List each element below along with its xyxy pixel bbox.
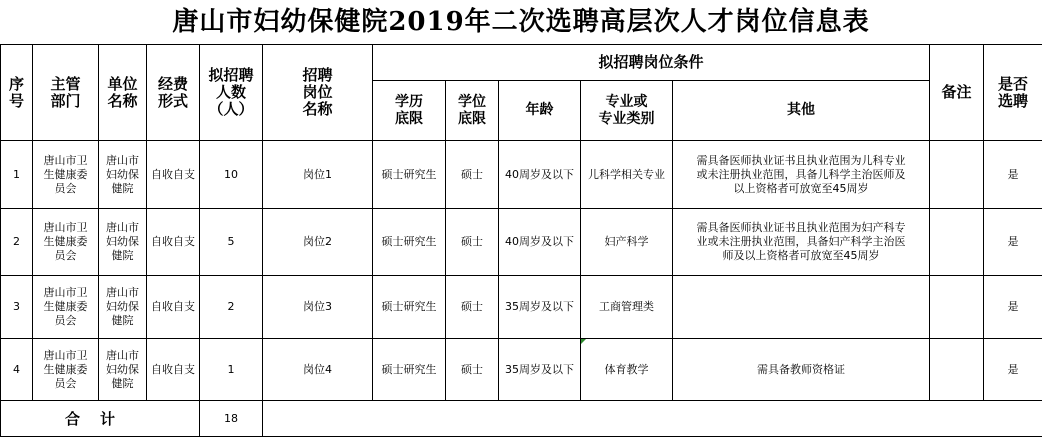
header-education[interactable]: 学历 底限 [373,81,446,141]
position-info-table [0,44,1042,437]
cell-remark[interactable] [930,209,984,276]
cell-funding[interactable]: 自收自支 [147,276,200,339]
cell-degree[interactable]: 硕士 [446,141,499,209]
cell-other[interactable]: 需具备医师执业证书且执业范围为妇产科专 业或未注册执业范围，具备妇产科学主治医 师及以上资格者可放宽至45周岁 [673,209,930,276]
cell-age[interactable]: 40周岁及以下 [499,141,581,209]
header-conditions[interactable]: 拟招聘岗位条件 [373,45,930,81]
cell-seq[interactable]: 4 [1,339,33,401]
table-row [1,276,1042,339]
table-row [1,339,1042,401]
cell-education[interactable]: 硕士研究生 [373,339,446,401]
cell-remark[interactable] [930,339,984,401]
header-other[interactable]: 其他 [673,81,930,141]
cell-unit[interactable]: 唐山市 妇幼保 健院 [99,209,147,276]
cell-degree[interactable]: 硕士 [446,276,499,339]
cell-education[interactable]: 硕士研究生 [373,209,446,276]
header-degree[interactable]: 学位 底限 [446,81,499,141]
cell-dept[interactable]: 唐山市卫 生健康委 员会 [33,276,99,339]
header-count[interactable]: 拟招聘 人数 （人） [200,45,263,141]
cell-remark[interactable] [930,276,984,339]
cell-age[interactable]: 35周岁及以下 [499,276,581,339]
cell-count[interactable]: 2 [200,276,263,339]
header-age[interactable]: 年龄 [499,81,581,141]
cell-select[interactable]: 是 [984,209,1042,276]
total-empty-cell[interactable] [263,401,1042,437]
header-dept[interactable]: 主管 部门 [33,45,99,141]
cell-dept[interactable]: 唐山市卫 生健康委 员会 [33,339,99,401]
cell-unit[interactable]: 唐山市 妇幼保 健院 [99,339,147,401]
cell-major[interactable]: 工商管理类 [581,276,673,339]
cell-other[interactable]: 需具备教师资格证 [673,339,930,401]
cell-age[interactable]: 35周岁及以下 [499,339,581,401]
cell-unit[interactable]: 唐山市 妇幼保 健院 [99,276,147,339]
cell-major[interactable]: 妇产科学 [581,209,673,276]
cell-degree[interactable]: 硕士 [446,209,499,276]
cell-seq[interactable]: 3 [1,276,33,339]
cell-degree[interactable]: 硕士 [446,339,499,401]
cell-position[interactable]: 岗位2 [263,209,373,276]
header-funding[interactable]: 经费 形式 [147,45,200,141]
cell-major[interactable]: 体育教学 [581,339,673,401]
cell-position[interactable]: 岗位4 [263,339,373,401]
table-row [1,209,1042,276]
total-row [1,401,1042,437]
table-row [1,141,1042,209]
total-label[interactable]: 合计 [1,401,200,437]
header-major[interactable]: 专业或 专业类别 [581,81,673,141]
cell-other[interactable] [673,276,930,339]
header-unit[interactable]: 单位 名称 [99,45,147,141]
header-seq[interactable]: 序 号 [1,45,33,141]
cell-seq[interactable]: 2 [1,209,33,276]
cell-select[interactable]: 是 [984,141,1042,209]
cell-count[interactable]: 5 [200,209,263,276]
cell-funding[interactable]: 自收自支 [147,339,200,401]
total-count[interactable]: 18 [200,401,263,437]
cell-dept[interactable]: 唐山市卫 生健康委 员会 [33,141,99,209]
cell-select[interactable]: 是 [984,339,1042,401]
cell-select[interactable]: 是 [984,276,1042,339]
cell-position[interactable]: 岗位3 [263,276,373,339]
header-row-1 [1,45,1042,81]
cell-position[interactable]: 岗位1 [263,141,373,209]
cell-major[interactable]: 儿科学相关专业 [581,141,673,209]
cell-dept[interactable]: 唐山市卫 生健康委 员会 [33,209,99,276]
cell-education[interactable]: 硕士研究生 [373,141,446,209]
cell-remark[interactable] [930,141,984,209]
header-select[interactable]: 是否 选聘 [984,45,1042,141]
cell-count[interactable]: 1 [200,339,263,401]
cell-other[interactable]: 需具备医师执业证书且执业范围为儿科专业 或未注册执业范围，具备儿科学主治医师及 以上资格者可放宽至45周岁 [673,141,930,209]
header-remark[interactable]: 备注 [930,45,984,141]
cell-count[interactable]: 10 [200,141,263,209]
cell-education[interactable]: 硕士研究生 [373,276,446,339]
cell-seq[interactable]: 1 [1,141,33,209]
sheet-title[interactable]: 唐山市妇幼保健院2019年二次选聘高层次人才岗位信息表 [172,7,870,37]
cell-unit[interactable]: 唐山市 妇幼保 健院 [99,141,147,209]
cell-funding[interactable]: 自收自支 [147,209,200,276]
cell-age[interactable]: 40周岁及以下 [499,209,581,276]
cell-funding[interactable]: 自收自支 [147,141,200,209]
header-position[interactable]: 招聘 岗位 名称 [263,45,373,141]
